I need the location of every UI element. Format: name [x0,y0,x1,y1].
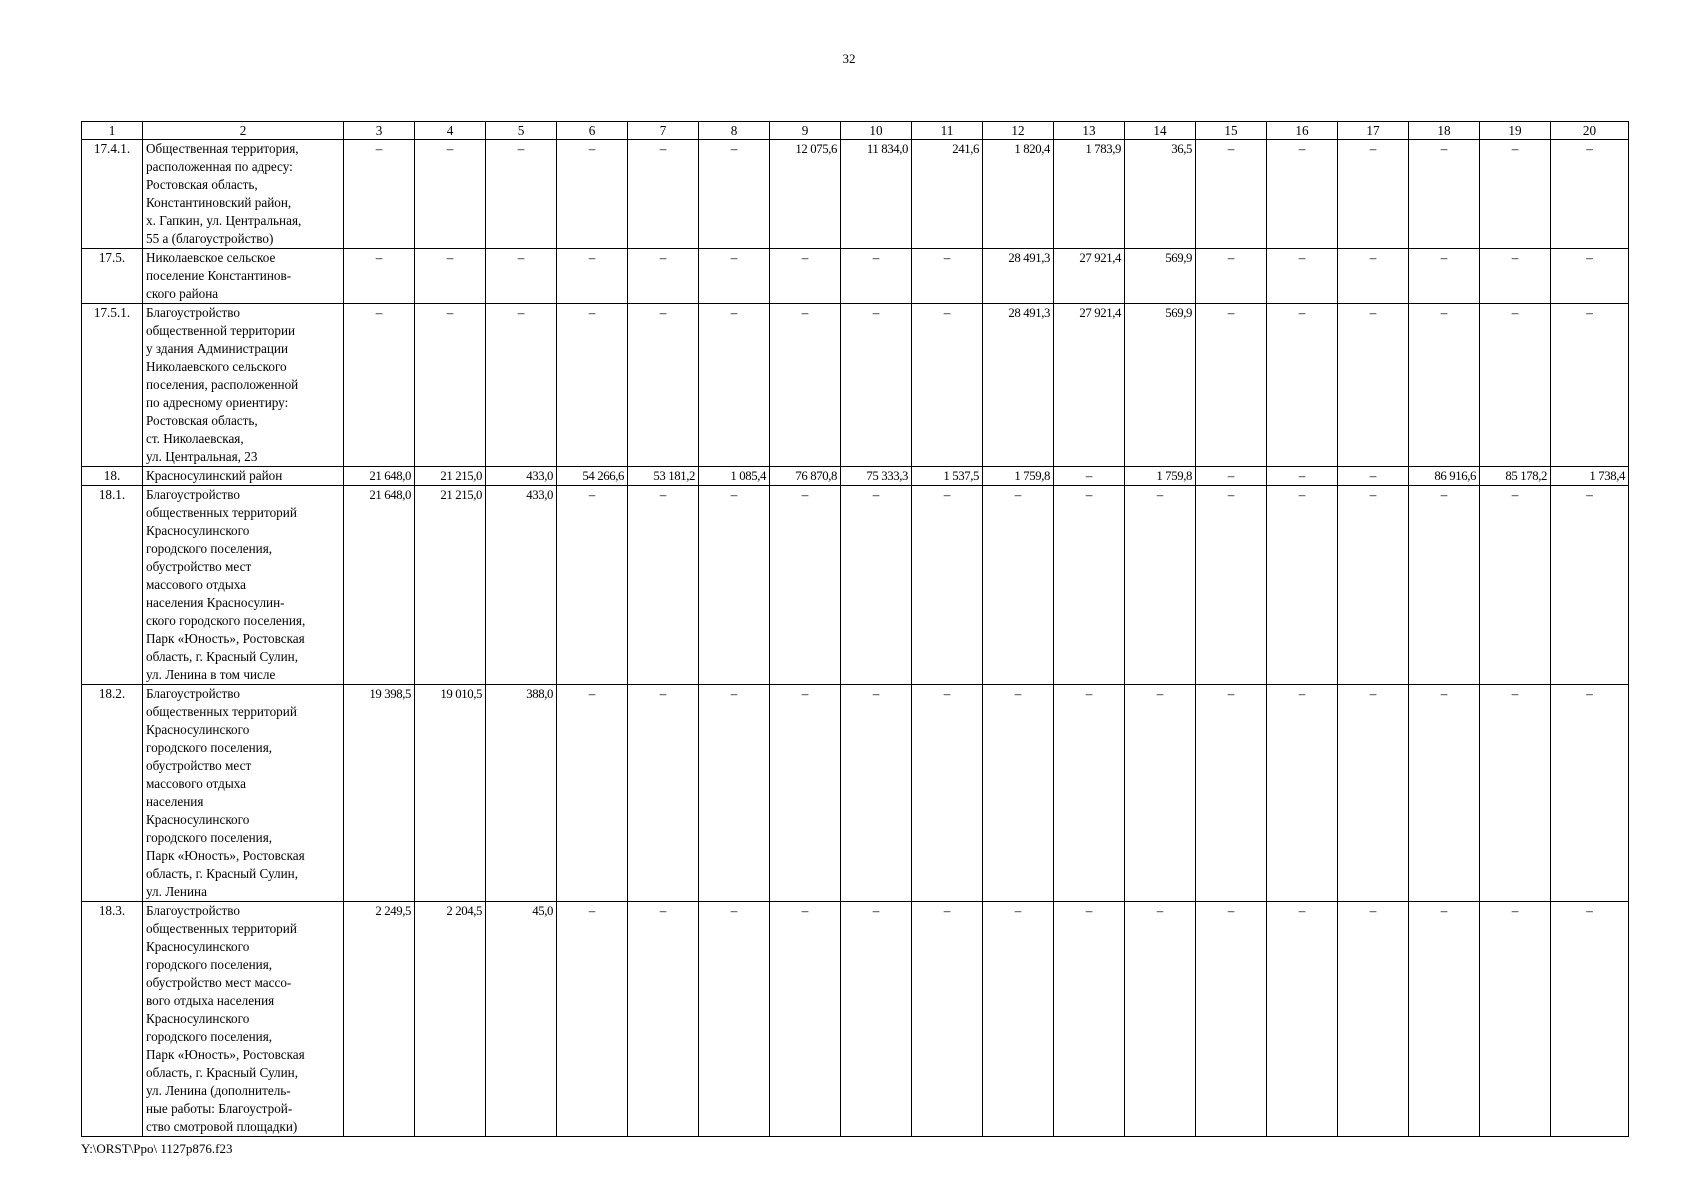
value-cell: 28 491,3 [983,304,1054,467]
value-cell: – [1551,486,1629,685]
value-cell: – [1409,140,1480,249]
value-cell: 241,6 [912,140,983,249]
value-cell: 2 204,5 [415,902,486,1137]
value-cell: – [628,304,699,467]
value-cell: – [1409,249,1480,304]
row-name: Благоустройство общественных территорий Красносулинского городского поселения, обустройство мест массового отдыха населения Красносулин- ского городского поселения, Парк «Юность», Ростовская область, г. Красный Сулин, ул. Ленина в том числе [143,486,344,685]
value-cell: 21 215,0 [415,486,486,685]
value-cell: – [1267,304,1338,467]
page-number: 32 [842,51,856,66]
column-header: 19 [1480,122,1551,140]
value-cell: – [1125,902,1196,1137]
column-header: 14 [1125,122,1196,140]
header-row [82,122,1629,140]
value-cell: – [1338,140,1409,249]
value-cell: – [699,486,770,685]
value-cell: – [415,249,486,304]
value-cell: – [1551,140,1629,249]
row-code: 17.5. [82,249,143,304]
value-cell: – [770,304,841,467]
column-header: 3 [344,122,415,140]
column-header: 12 [983,122,1054,140]
value-cell: – [770,486,841,685]
value-cell: – [841,902,912,1137]
column-header: 18 [1409,122,1480,140]
value-cell: – [1125,486,1196,685]
column-header: 1 [82,122,143,140]
row-name: Благоустройство общественной территории у здания Администрации Николаевского сельского поселения, расположенной по адресному ориентиру: Ростовская область, ст. Николаевская, ул. Центральная, 23 [143,304,344,467]
row-name: Общественная территория, расположенная по адресу: Ростовская область, Константиновский район, х. Гапкин, ул. Центральная, 55 а (благоустройство) [143,140,344,249]
value-cell: – [628,140,699,249]
value-cell: – [1338,304,1409,467]
value-cell: – [1338,685,1409,902]
value-cell: – [912,486,983,685]
value-cell: 1 085,4 [699,467,770,486]
row-code: 17.5.1. [82,304,143,467]
table-row [82,140,1629,249]
footer-file-path: Y:\ORST\Ppo\ 1127p876.f23 [81,1141,233,1156]
value-cell: – [1267,685,1338,902]
value-cell: – [1196,249,1267,304]
column-header: 13 [1054,122,1125,140]
value-cell: – [344,140,415,249]
value-cell: – [1338,902,1409,1137]
value-cell: – [912,902,983,1137]
column-header: 8 [699,122,770,140]
value-cell: – [770,685,841,902]
row-code: 18. [82,467,143,486]
value-cell: – [841,486,912,685]
value-cell: – [1480,249,1551,304]
value-cell: 1 759,8 [983,467,1054,486]
value-cell: – [841,685,912,902]
value-cell: 28 491,3 [983,249,1054,304]
value-cell: – [699,902,770,1137]
table-row [82,902,1629,1137]
value-cell: 21 648,0 [344,467,415,486]
value-cell: – [1338,467,1409,486]
value-cell: 12 075,6 [770,140,841,249]
value-cell: – [1480,902,1551,1137]
value-cell: – [1125,685,1196,902]
value-cell: – [415,140,486,249]
value-cell: 21 648,0 [344,486,415,685]
value-cell: – [1551,304,1629,467]
column-header: 6 [557,122,628,140]
data-table [81,121,1629,1137]
value-cell: – [1196,467,1267,486]
value-cell: 45,0 [486,902,557,1137]
value-cell: 36,5 [1125,140,1196,249]
row-name: Николаевское сельское поселение Константинов- ского района [143,249,344,304]
column-header: 9 [770,122,841,140]
value-cell: 53 181,2 [628,467,699,486]
value-cell: – [1196,304,1267,467]
value-cell: 1 759,8 [1125,467,1196,486]
row-name: Благоустройство общественных территорий Красносулинского городского поселения, обустройство мест массового отдыха населения Красносулинского городского поселения, Парк «Юность», Ростовская область, г. Красный Сулин, ул. Ленина [143,685,344,902]
row-name: Благоустройство общественных территорий Красносулинского городского поселения, обустройство мест массо- вого отдыха населения Красносулинского городского поселения, Парк «Юность», Ростовская область, г. Красный Сулин, ул. Ленина (дополнитель- ные работы: Благоустрой- ство смотровой площадки) [143,902,344,1137]
value-cell: 75 333,3 [841,467,912,486]
row-name: Красносулинский район [143,467,344,486]
table-row [82,685,1629,902]
value-cell: – [1409,902,1480,1137]
column-header: 10 [841,122,912,140]
value-cell: 19 010,5 [415,685,486,902]
value-cell: – [699,304,770,467]
table-body [82,140,1629,1137]
value-cell: – [1409,685,1480,902]
column-header: 11 [912,122,983,140]
value-cell: – [1054,486,1125,685]
value-cell: – [699,140,770,249]
value-cell: – [415,304,486,467]
value-cell: – [1409,486,1480,685]
value-cell: 569,9 [1125,304,1196,467]
value-cell: – [1196,902,1267,1137]
value-cell: 85 178,2 [1480,467,1551,486]
column-header: 16 [1267,122,1338,140]
row-code: 18.2. [82,685,143,902]
value-cell: – [628,902,699,1137]
value-cell: – [1480,685,1551,902]
value-cell: 86 916,6 [1409,467,1480,486]
value-cell: – [983,685,1054,902]
value-cell: – [770,249,841,304]
value-cell: – [1054,467,1125,486]
value-cell: – [1267,249,1338,304]
value-cell: – [1267,467,1338,486]
value-cell: 19 398,5 [344,685,415,902]
value-cell: 433,0 [486,467,557,486]
value-cell: 54 266,6 [557,467,628,486]
table-row [82,304,1629,467]
value-cell: – [1054,685,1125,902]
value-cell: – [628,249,699,304]
value-cell: – [1551,902,1629,1137]
value-cell: 21 215,0 [415,467,486,486]
value-cell: – [344,304,415,467]
value-cell: – [1267,140,1338,249]
value-cell: – [983,902,1054,1137]
table-row [82,486,1629,685]
column-header: 7 [628,122,699,140]
row-code: 18.1. [82,486,143,685]
value-cell: – [557,304,628,467]
value-cell: – [841,304,912,467]
value-cell: 1 783,9 [1054,140,1125,249]
value-cell: 433,0 [486,486,557,685]
value-cell: – [1267,902,1338,1137]
value-cell: 76 870,8 [770,467,841,486]
value-cell: 1 738,4 [1551,467,1629,486]
value-cell: 27 921,4 [1054,249,1125,304]
value-cell: – [1054,902,1125,1137]
value-cell: – [1551,685,1629,902]
value-cell: – [1196,140,1267,249]
value-cell: – [841,249,912,304]
value-cell: – [1480,304,1551,467]
value-cell: – [486,140,557,249]
value-cell: 1 537,5 [912,467,983,486]
value-cell: – [699,685,770,902]
value-cell: – [628,486,699,685]
value-cell: – [1480,486,1551,685]
table-row [82,467,1629,486]
column-header: 5 [486,122,557,140]
value-cell: – [1338,249,1409,304]
value-cell: – [1551,249,1629,304]
value-cell: – [557,902,628,1137]
value-cell: – [1196,685,1267,902]
value-cell: 2 249,5 [344,902,415,1137]
value-cell: – [1338,486,1409,685]
value-cell: – [557,140,628,249]
column-header: 2 [143,122,344,140]
value-cell: – [557,685,628,902]
value-cell: – [1267,486,1338,685]
value-cell: – [1196,486,1267,685]
value-cell: – [699,249,770,304]
value-cell: 27 921,4 [1054,304,1125,467]
value-cell: – [557,486,628,685]
value-cell: – [912,249,983,304]
row-code: 17.4.1. [82,140,143,249]
row-code: 18.3. [82,902,143,1137]
value-cell: 11 834,0 [841,140,912,249]
value-cell: – [486,304,557,467]
value-cell: 388,0 [486,685,557,902]
value-cell: – [344,249,415,304]
column-header: 20 [1551,122,1629,140]
value-cell: – [557,249,628,304]
value-cell: – [912,685,983,902]
column-header: 17 [1338,122,1409,140]
value-cell: – [983,486,1054,685]
value-cell: – [628,685,699,902]
value-cell: – [912,304,983,467]
value-cell: – [486,249,557,304]
column-header: 4 [415,122,486,140]
value-cell: – [770,902,841,1137]
value-cell: – [1409,304,1480,467]
column-header: 15 [1196,122,1267,140]
value-cell: – [1480,140,1551,249]
table-row [82,249,1629,304]
value-cell: 569,9 [1125,249,1196,304]
value-cell: 1 820,4 [983,140,1054,249]
